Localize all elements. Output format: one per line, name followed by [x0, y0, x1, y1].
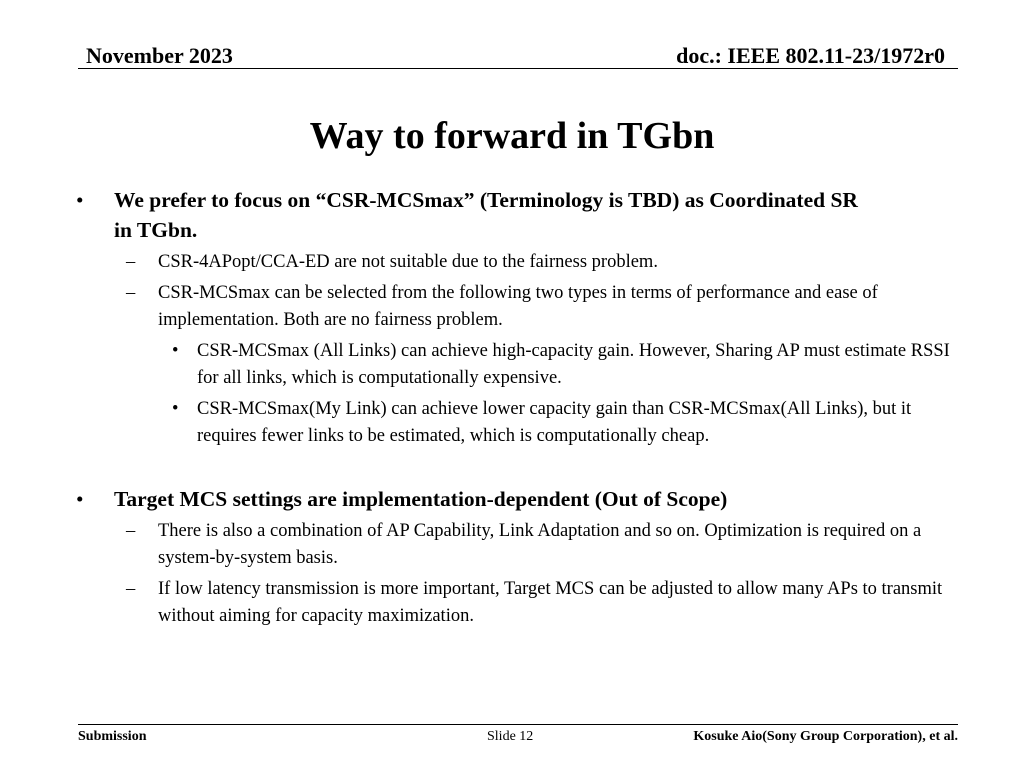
bullet-1-text: We prefer to focus on “CSR-MCSmax” (Terminology is TBD) as Coordinated SR in TGbn.: [114, 188, 858, 242]
bullet-2-text: Target MCS settings are implementation-dependent (Out of Scope): [114, 487, 728, 511]
dash-marker: –: [126, 252, 136, 272]
bullet-1: [76, 185, 874, 245]
bullet-marker: •: [172, 341, 179, 361]
bullet-2: [76, 484, 874, 514]
spacer: [0, 450, 1024, 484]
slide-title: Way to forward in TGbn: [309, 115, 715, 157]
bullet-2-sub-1-text: There is also a combination of AP Capability, Link Adaptation and so on. Optimization is required on a system-by-system basis.: [158, 521, 922, 568]
bullet-marker: •: [172, 399, 179, 419]
bullet-1-sub-2-item-1-text: CSR-MCSmax (All Links) can achieve high-capacity gain. However, Sharing AP must estimate RSSI for all links, which is computationally expensive.: [197, 341, 950, 388]
bullet-1-sub-2-text: CSR-MCSmax can be selected from the following two types in terms of performance and ease of implementation. Both are no fairness problem.: [158, 283, 878, 330]
dash-marker: –: [126, 283, 136, 303]
bullet-2-sub-1: [126, 518, 968, 572]
bullet-2-sub-2: [126, 576, 968, 630]
footer-authors: Kosuke Aio(Sony Group Corporation), et al.: [693, 729, 958, 744]
bullet-1-sub-2-item-2-text: CSR-MCSmax(My Link) can achieve lower capacity gain than CSR-MCSmax(All Links), but it requires fewer links to be estimated, which is computationally cheap.: [197, 399, 912, 446]
footer-slide-number: Slide 12: [487, 729, 534, 744]
bullet-1-sub-2-item-2: [172, 396, 967, 450]
header-date: November 2023: [86, 43, 233, 68]
header-doc-id: doc.: IEEE 802.11-23/1972r0: [676, 43, 945, 68]
bullet-1-sub-1: [126, 249, 968, 276]
bullet-1-sub-1-text: CSR-4APopt/CCA-ED are not suitable due to the fairness problem.: [158, 252, 658, 272]
header-divider: [78, 68, 958, 69]
dash-marker: –: [126, 579, 136, 599]
slide-body: [0, 185, 1024, 630]
footer-submission: Submission: [78, 729, 147, 744]
footer-divider: [78, 724, 958, 725]
dash-marker: –: [126, 521, 136, 541]
bullet-marker: •: [76, 487, 84, 511]
bullet-2-sub-2-text: If low latency transmission is more important, Target MCS can be adjusted to allow many APs to transmit without aiming for capacity maximization.: [158, 579, 943, 626]
bullet-marker: •: [76, 188, 84, 212]
bullet-1-sub-2: [126, 280, 968, 334]
bullet-1-sub-2-item-1: [172, 338, 967, 392]
